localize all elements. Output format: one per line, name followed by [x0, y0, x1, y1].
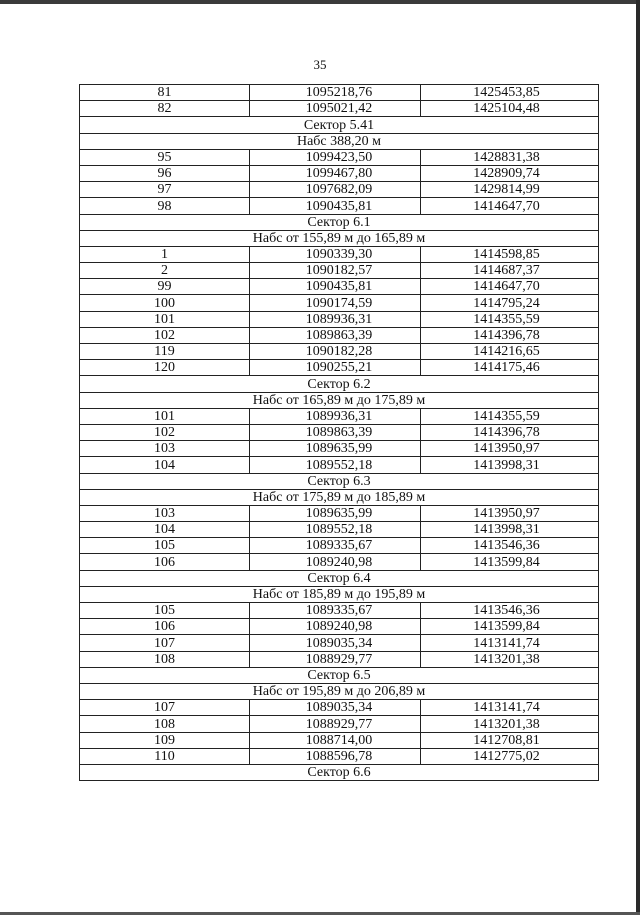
x-coordinate-cell: 1088929,77: [250, 651, 421, 667]
point-number-cell: 108: [80, 716, 250, 732]
x-coordinate-cell: 1095218,76: [250, 85, 421, 101]
table-row: [80, 619, 599, 635]
x-coordinate-cell: 1089335,67: [250, 603, 421, 619]
y-coordinate-cell: 1428909,74: [421, 165, 599, 181]
y-coordinate-cell: 1412708,81: [421, 732, 599, 748]
x-coordinate-cell: 1089240,98: [250, 554, 421, 570]
point-number-cell: 95: [80, 149, 250, 165]
point-number-cell: 102: [80, 424, 250, 440]
table-row: [80, 700, 599, 716]
x-coordinate-cell: 1088596,78: [250, 748, 421, 764]
x-coordinate-cell: 1090174,59: [250, 295, 421, 311]
sector-title: Сектор 5.41: [80, 117, 599, 133]
x-coordinate-cell: 1089863,39: [250, 327, 421, 343]
sector-elevation-row: [80, 230, 599, 246]
table-row: [80, 424, 599, 440]
y-coordinate-cell: 1413599,84: [421, 554, 599, 570]
x-coordinate-cell: 1090182,28: [250, 344, 421, 360]
sector-title: Сектор 6.5: [80, 667, 599, 683]
y-coordinate-cell: 1413201,38: [421, 716, 599, 732]
x-coordinate-cell: 1097682,09: [250, 182, 421, 198]
point-number-cell: 103: [80, 441, 250, 457]
scan-border-right: [636, 0, 640, 915]
point-number-cell: 109: [80, 732, 250, 748]
table-row: [80, 327, 599, 343]
table-row: [80, 522, 599, 538]
x-coordinate-cell: 1089863,39: [250, 424, 421, 440]
y-coordinate-cell: 1413141,74: [421, 635, 599, 651]
table-row: [80, 198, 599, 214]
table-row: [80, 263, 599, 279]
sector-title: Сектор 6.4: [80, 570, 599, 586]
x-coordinate-cell: 1090339,30: [250, 246, 421, 262]
table-row: [80, 246, 599, 262]
point-number-cell: 108: [80, 651, 250, 667]
table-row: [80, 538, 599, 554]
table-row: [80, 85, 599, 101]
sector-title-row: [80, 570, 599, 586]
x-coordinate-cell: 1089936,31: [250, 311, 421, 327]
y-coordinate-cell: 1412775,02: [421, 748, 599, 764]
sector-title-row: [80, 376, 599, 392]
y-coordinate-cell: 1413546,36: [421, 538, 599, 554]
x-coordinate-cell: 1089552,18: [250, 522, 421, 538]
sector-title: Сектор 6.6: [80, 764, 599, 780]
x-coordinate-cell: 1088714,00: [250, 732, 421, 748]
sector-elevation-range: Набс от 195,89 м до 206,89 м: [80, 683, 599, 699]
table-row: [80, 408, 599, 424]
table-row: [80, 279, 599, 295]
sector-elevation-range: Набс от 155,89 м до 165,89 м: [80, 230, 599, 246]
point-number-cell: 82: [80, 101, 250, 117]
sector-title: Сектор 6.1: [80, 214, 599, 230]
point-number-cell: 107: [80, 700, 250, 716]
table-row: [80, 635, 599, 651]
sector-elevation-range: Набс от 175,89 м до 185,89 м: [80, 489, 599, 505]
sector-title-row: [80, 117, 599, 133]
point-number-cell: 98: [80, 198, 250, 214]
x-coordinate-cell: 1089035,34: [250, 700, 421, 716]
sector-elevation-range: Набс 388,20 м: [80, 133, 599, 149]
y-coordinate-cell: 1413599,84: [421, 619, 599, 635]
table-row: [80, 505, 599, 521]
point-number-cell: 105: [80, 538, 250, 554]
y-coordinate-cell: 1414598,85: [421, 246, 599, 262]
x-coordinate-cell: 1089936,31: [250, 408, 421, 424]
x-coordinate-cell: 1089635,99: [250, 505, 421, 521]
point-number-cell: 110: [80, 748, 250, 764]
point-number-cell: 99: [80, 279, 250, 295]
x-coordinate-cell: 1090435,81: [250, 279, 421, 295]
point-number-cell: 105: [80, 603, 250, 619]
table-row: [80, 716, 599, 732]
y-coordinate-cell: 1413998,31: [421, 522, 599, 538]
scan-border-top: [0, 0, 640, 4]
x-coordinate-cell: 1099423,50: [250, 149, 421, 165]
y-coordinate-cell: 1414175,46: [421, 360, 599, 376]
table-row: [80, 732, 599, 748]
point-number-cell: 101: [80, 311, 250, 327]
coordinates-table: [79, 84, 599, 781]
x-coordinate-cell: 1088929,77: [250, 716, 421, 732]
point-number-cell: 101: [80, 408, 250, 424]
point-number-cell: 103: [80, 505, 250, 521]
x-coordinate-cell: 1089035,34: [250, 635, 421, 651]
x-coordinate-cell: 1090182,57: [250, 263, 421, 279]
point-number-cell: 119: [80, 344, 250, 360]
x-coordinate-cell: 1089552,18: [250, 457, 421, 473]
point-number-cell: 106: [80, 554, 250, 570]
y-coordinate-cell: 1413950,97: [421, 505, 599, 521]
table-row: [80, 441, 599, 457]
sector-elevation-row: [80, 392, 599, 408]
y-coordinate-cell: 1413141,74: [421, 700, 599, 716]
y-coordinate-cell: 1414647,70: [421, 279, 599, 295]
point-number-cell: 107: [80, 635, 250, 651]
y-coordinate-cell: 1425453,85: [421, 85, 599, 101]
y-coordinate-cell: 1429814,99: [421, 182, 599, 198]
table-row: [80, 554, 599, 570]
y-coordinate-cell: 1413950,97: [421, 441, 599, 457]
sector-elevation-range: Набс от 185,89 м до 195,89 м: [80, 586, 599, 602]
sector-title: Сектор 6.3: [80, 473, 599, 489]
y-coordinate-cell: 1413201,38: [421, 651, 599, 667]
point-number-cell: 104: [80, 457, 250, 473]
point-number-cell: 96: [80, 165, 250, 181]
y-coordinate-cell: 1414647,70: [421, 198, 599, 214]
table-row: [80, 651, 599, 667]
x-coordinate-cell: 1089240,98: [250, 619, 421, 635]
x-coordinate-cell: 1090255,21: [250, 360, 421, 376]
point-number-cell: 2: [80, 263, 250, 279]
y-coordinate-cell: 1414396,78: [421, 424, 599, 440]
table-row: [80, 311, 599, 327]
sector-title-row: [80, 764, 599, 780]
point-number-cell: 100: [80, 295, 250, 311]
table-row: [80, 295, 599, 311]
x-coordinate-cell: 1090435,81: [250, 198, 421, 214]
y-coordinate-cell: 1414687,37: [421, 263, 599, 279]
point-number-cell: 1: [80, 246, 250, 262]
sector-title-row: [80, 667, 599, 683]
table-row: [80, 149, 599, 165]
table-row: [80, 360, 599, 376]
y-coordinate-cell: 1413998,31: [421, 457, 599, 473]
point-number-cell: 81: [80, 85, 250, 101]
sector-elevation-row: [80, 586, 599, 602]
sector-elevation-range: Набс от 165,89 м до 175,89 м: [80, 392, 599, 408]
y-coordinate-cell: 1413546,36: [421, 603, 599, 619]
table-row: [80, 165, 599, 181]
point-number-cell: 97: [80, 182, 250, 198]
point-number-cell: 102: [80, 327, 250, 343]
y-coordinate-cell: 1414795,24: [421, 295, 599, 311]
table-row: [80, 457, 599, 473]
sector-elevation-row: [80, 683, 599, 699]
table-row: [80, 182, 599, 198]
y-coordinate-cell: 1428831,38: [421, 149, 599, 165]
x-coordinate-cell: 1089335,67: [250, 538, 421, 554]
y-coordinate-cell: 1425104,48: [421, 101, 599, 117]
x-coordinate-cell: 1099467,80: [250, 165, 421, 181]
table-row: [80, 344, 599, 360]
x-coordinate-cell: 1095021,42: [250, 101, 421, 117]
table-row: [80, 748, 599, 764]
coordinates-table-body: [80, 85, 599, 781]
point-number-cell: 104: [80, 522, 250, 538]
sector-elevation-row: [80, 489, 599, 505]
point-number-cell: 106: [80, 619, 250, 635]
y-coordinate-cell: 1414355,59: [421, 311, 599, 327]
point-number-cell: 120: [80, 360, 250, 376]
sector-title-row: [80, 214, 599, 230]
page-number: 35: [313, 57, 327, 72]
y-coordinate-cell: 1414216,65: [421, 344, 599, 360]
table-row: [80, 101, 599, 117]
y-coordinate-cell: 1414355,59: [421, 408, 599, 424]
x-coordinate-cell: 1089635,99: [250, 441, 421, 457]
sector-title: Сектор 6.2: [80, 376, 599, 392]
sector-title-row: [80, 473, 599, 489]
y-coordinate-cell: 1414396,78: [421, 327, 599, 343]
sector-elevation-row: [80, 133, 599, 149]
table-row: [80, 603, 599, 619]
